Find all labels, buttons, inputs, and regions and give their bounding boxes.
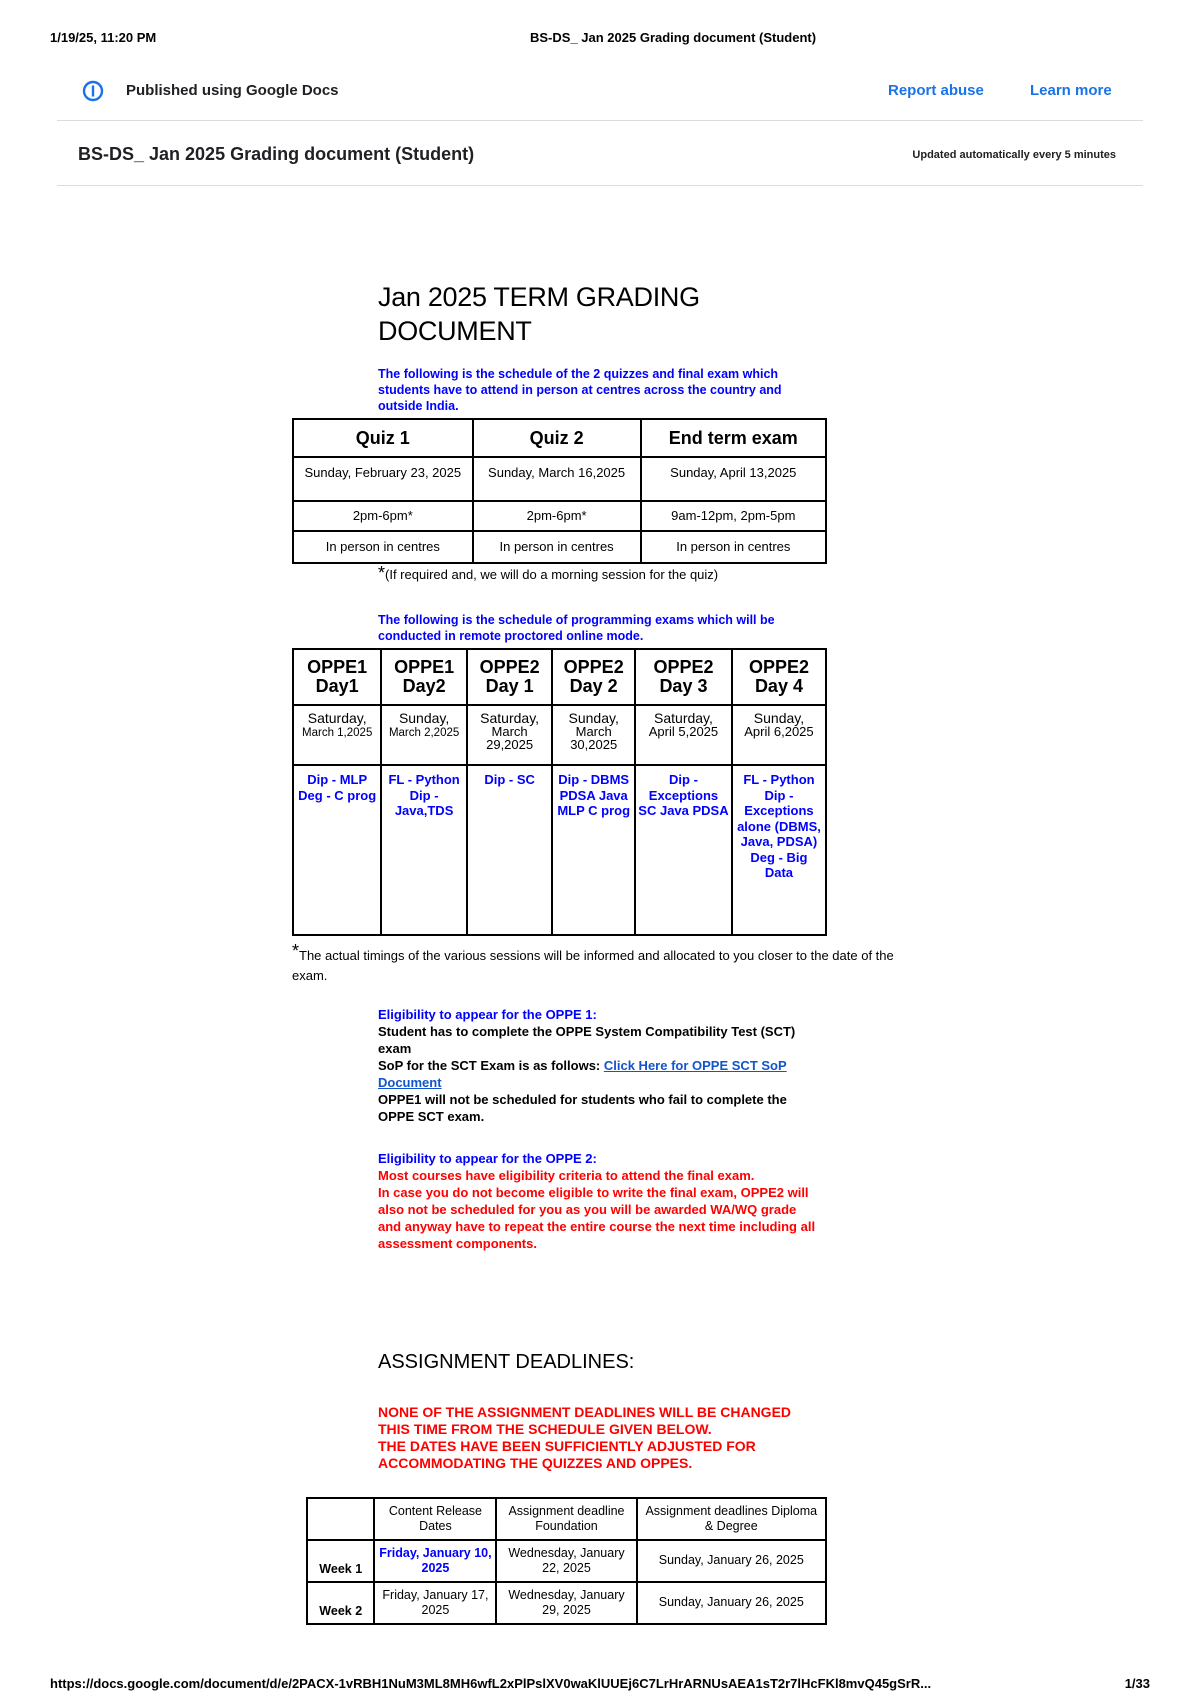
- week-label: Week 2: [307, 1582, 374, 1624]
- table-row: [293, 501, 826, 531]
- date-rest: March 29,2025: [486, 724, 534, 752]
- date-day: Sunday,: [753, 710, 805, 726]
- table-header-cell: OPPE2 Day 3: [635, 649, 732, 705]
- table-row: [293, 457, 826, 501]
- table-header-cell: [307, 1498, 374, 1540]
- table-header-cell: OPPE2 Day 4: [732, 649, 826, 705]
- published-label: Published using Google Docs: [126, 82, 339, 99]
- date-rest: March 1,2025: [302, 727, 373, 739]
- table-header-cell: Assignment deadline Foundation: [496, 1498, 636, 1540]
- oppe-intro: The following is the schedule of programming exams which will be conducted in remote proctored online mode.: [378, 613, 775, 643]
- table-row: [293, 705, 826, 765]
- release-date: Friday, January 10, 2025: [374, 1540, 496, 1582]
- oppe1-eligibility: [378, 1006, 818, 1125]
- doc-title: BS-DS_ Jan 2025 Grading document (Student): [78, 144, 475, 164]
- table-cell: Sunday, March 16,2025: [473, 457, 641, 501]
- update-notice: Updated automatically every 5 minutes: [912, 149, 1116, 161]
- table-cell: In person in centres: [641, 531, 826, 563]
- eligibility-heading: Eligibility to appear for the OPPE 2:: [378, 1151, 597, 1166]
- oppe2-eligibility: [378, 1150, 818, 1252]
- table-cell: [467, 705, 553, 765]
- week-label: Week 1: [307, 1540, 374, 1582]
- table-cell: In person in centres: [293, 531, 473, 563]
- assignment-warning: [378, 1404, 818, 1472]
- date-day: Saturday,: [307, 710, 367, 726]
- report-abuse-link[interactable]: Report abuse: [888, 82, 984, 99]
- note-text: The actual timings of the various sessions will be informed and allocated to you closer to the date of the exam.: [292, 948, 894, 983]
- print-header: [50, 30, 1150, 50]
- asterisk: *: [378, 563, 386, 583]
- table-cell: [635, 705, 732, 765]
- divider: [57, 185, 1143, 186]
- table-header-cell: OPPE1 Day1: [293, 649, 381, 705]
- quiz-intro: The following is the schedule of the 2 quizzes and final exam which students have to attend in person at centres across the country and outside India.: [378, 367, 782, 413]
- sop-prefix: SoP for the SCT Exam is as follows:: [378, 1058, 604, 1073]
- eligibility-line: In case you do not become eligible to write the final exam, OPPE2 will also not be scheduled for you as you will be awarded WA/WQ grade and anyway have to repeat the entire course the next time including all assessment components.: [378, 1185, 816, 1251]
- date-day: Saturday,: [480, 710, 540, 726]
- table-header-cell: OPPE2 Day 1: [467, 649, 553, 705]
- table-cell: FL - Python Dip - Exceptions alone (DBMS, Java, PDSA) Deg - Big Data: [732, 765, 826, 935]
- diploma-deadline: Sunday, January 26, 2025: [637, 1540, 826, 1582]
- publish-bar: [70, 74, 1130, 108]
- date-day: Saturday,: [654, 710, 713, 726]
- table-cell: [293, 705, 381, 765]
- page-title: Jan 2025 TERM GRADING DOCUMENT: [378, 282, 700, 346]
- warning-line: NONE OF THE ASSIGNMENT DEADLINES WILL BE CHANGED THIS TIME FROM THE SCHEDULE GIVEN BELOW.: [378, 1404, 792, 1437]
- print-datetime: 1/19/25, 11:20 PM: [50, 30, 157, 45]
- table-header-cell: End term exam: [641, 419, 826, 457]
- diploma-deadline: Sunday, January 26, 2025: [637, 1582, 826, 1624]
- table-row: [293, 531, 826, 563]
- table-row: [307, 1582, 826, 1624]
- eligibility-line: OPPE1 will not be scheduled for students who fail to complete the OPPE SCT exam.: [378, 1092, 787, 1124]
- table-row: [307, 1540, 826, 1582]
- table-header-cell: OPPE1 Day2: [381, 649, 467, 705]
- table-header-row: [293, 419, 826, 457]
- divider: [57, 120, 1143, 121]
- warning-line: THE DATES HAVE BEEN SUFFICIENTLY ADJUSTED FOR ACCOMMODATING THE QUIZZES AND OPPES.: [378, 1438, 756, 1471]
- table-cell: 9am-12pm, 2pm-5pm: [641, 501, 826, 531]
- table-cell: [732, 705, 826, 765]
- date-rest: March 2,2025: [388, 727, 460, 739]
- foundation-deadline: Wednesday, January 29, 2025: [496, 1582, 636, 1624]
- date-day: Sunday,: [398, 710, 450, 726]
- quiz-schedule-table: [292, 418, 827, 564]
- table-cell: FL - Python Dip - Java,TDS: [381, 765, 467, 935]
- eligibility-line: Student has to complete the OPPE System Compatibility Test (SCT) exam: [378, 1024, 796, 1056]
- table-cell: 2pm-6pm*: [473, 501, 641, 531]
- table-cell: Dip - Exceptions SC Java PDSA: [635, 765, 732, 935]
- foundation-deadline: Wednesday, January 22, 2025: [496, 1540, 636, 1582]
- table-cell: [552, 705, 635, 765]
- release-date: Friday, January 17, 2025: [374, 1582, 496, 1624]
- timing-note: [292, 941, 912, 986]
- table-header-cell: Quiz 1: [293, 419, 473, 457]
- table-row: [293, 765, 826, 935]
- oppe-schedule-table: [292, 648, 827, 936]
- note-text: (If required and, we will do a morning session for the quiz): [385, 567, 719, 582]
- table-cell: Sunday, April 13,2025: [641, 457, 826, 501]
- table-cell: Dip - DBMS PDSA Java MLP C prog: [552, 765, 635, 935]
- eligibility-heading: Eligibility to appear for the OPPE 1:: [378, 1007, 597, 1022]
- eligibility-line: Most courses have eligibility criteria to attend the final exam.: [378, 1168, 755, 1183]
- table-cell: Dip - MLP Deg - C prog: [293, 765, 381, 935]
- table-cell: In person in centres: [473, 531, 641, 563]
- table-header-cell: OPPE2 Day 2: [552, 649, 635, 705]
- print-title: BS-DS_ Jan 2025 Grading document (Student): [530, 30, 817, 45]
- table-header-cell: Content Release Dates: [374, 1498, 496, 1540]
- table-header-row: [307, 1498, 826, 1540]
- table-cell: Dip - SC: [467, 765, 553, 935]
- date-rest: April 5,2025: [648, 724, 719, 739]
- asterisk: *: [292, 941, 300, 961]
- assignment-deadlines-table: [306, 1497, 827, 1625]
- eligibility-line: [378, 1057, 818, 1091]
- section-heading: ASSIGNMENT DEADLINES:: [378, 1351, 635, 1373]
- page-url: https://docs.google.com/document/d/e/2PACX-1vRBH1NuM3ML8MH6wfL2xPlPslXV0waKlUUEj6C7LrHrARNUsAEA1sT2r7lHcFKl8mvQ45gSrR...: [50, 1676, 932, 1691]
- date-rest: March 30,2025: [570, 724, 618, 752]
- date-day: Sunday,: [568, 710, 619, 726]
- table-cell: [381, 705, 467, 765]
- learn-more-link[interactable]: Learn more: [1030, 82, 1112, 99]
- page-number: 1/33: [1124, 1676, 1150, 1691]
- doc-header: [78, 140, 1122, 170]
- table-header-row: [293, 649, 826, 705]
- sop-document-link[interactable]: Click Here for OPPE SCT SoP Document: [378, 1058, 787, 1090]
- table-cell: Sunday, February 23, 2025: [293, 457, 473, 501]
- table-header-cell: Assignment deadlines Diploma & Degree: [637, 1498, 826, 1540]
- table-cell: 2pm-6pm*: [293, 501, 473, 531]
- date-rest: April 6,2025: [744, 724, 814, 739]
- info-icon[interactable]: [82, 80, 104, 102]
- morning-session-note: [378, 563, 719, 588]
- table-header-cell: Quiz 2: [473, 419, 641, 457]
